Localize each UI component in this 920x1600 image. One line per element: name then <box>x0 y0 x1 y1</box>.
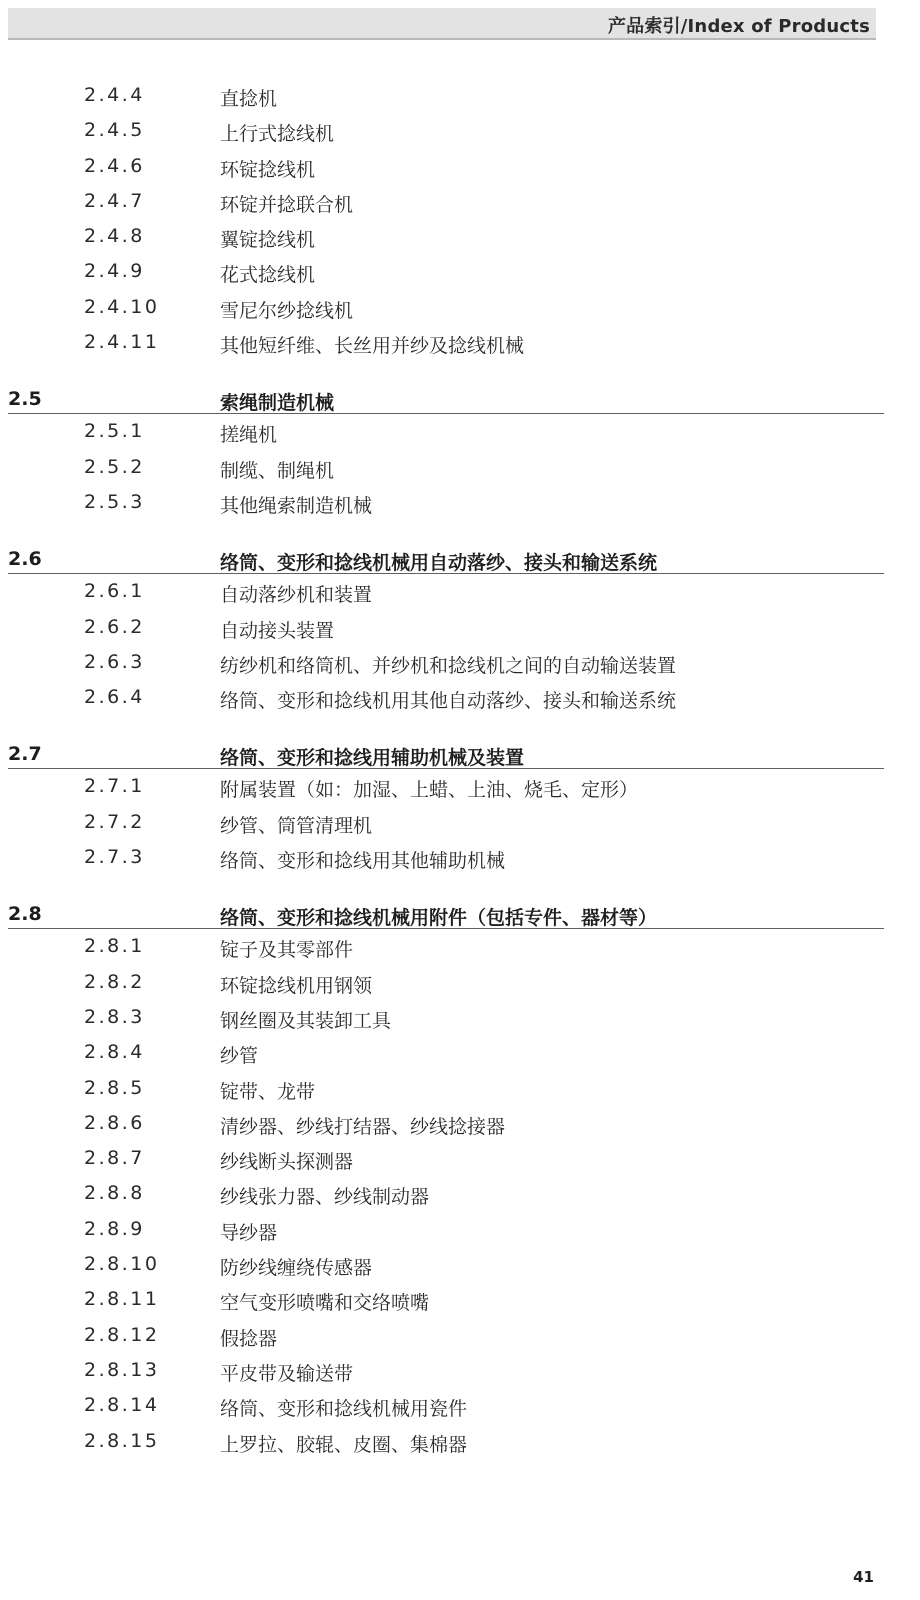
item-name: 上行式捻线机 <box>220 123 335 146</box>
item-number: 2.4.11 <box>84 331 160 354</box>
index-section <box>0 740 920 875</box>
index-item <box>0 610 920 645</box>
item-number: 2.6.3 <box>84 650 145 673</box>
item-number: 2.8.11 <box>84 1288 160 1311</box>
item-number: 2.4.4 <box>84 84 145 106</box>
item-name: 上罗拉、胶辊、皮圈、集棉器 <box>220 1433 468 1456</box>
item-name: 锭带、龙带 <box>220 1080 316 1103</box>
item-number: 2.8.1 <box>84 935 145 958</box>
item-number: 2.8.4 <box>84 1041 145 1064</box>
index-item <box>0 290 920 325</box>
item-number: 2.7.2 <box>84 810 145 833</box>
item-number: 2.6.1 <box>84 580 145 603</box>
index-item <box>0 1212 920 1247</box>
index-item <box>0 1035 920 1070</box>
item-name: 纱管 <box>220 1045 259 1068</box>
item-number: 2.4.5 <box>84 119 145 142</box>
item-number: 2.4.9 <box>84 260 145 283</box>
index-item <box>0 1000 920 1035</box>
index-item <box>0 1353 920 1388</box>
section-heading <box>8 900 884 929</box>
item-number: 2.8.6 <box>84 1111 145 1134</box>
index-item <box>0 645 920 680</box>
section-number: 2.6 <box>8 548 42 571</box>
section-title: 络筒、变形和捻线机械用自动落纱、接头和输送系统 <box>220 552 658 575</box>
section-number: 2.8 <box>8 903 42 926</box>
item-number: 2.8.12 <box>84 1323 160 1346</box>
item-number: 2.7.3 <box>84 846 145 869</box>
item-name: 纱线张力器、纱线制动器 <box>220 1186 430 1209</box>
item-number: 2.8.15 <box>84 1429 160 1452</box>
page-number: 41 <box>853 1568 874 1586</box>
index-item <box>0 574 920 609</box>
item-number: 2.6.2 <box>84 615 145 638</box>
item-name: 翼锭捻线机 <box>220 229 316 252</box>
item-number: 2.8.7 <box>84 1147 145 1170</box>
index-item <box>0 219 920 254</box>
index-item <box>0 1141 920 1176</box>
index-item <box>0 1071 920 1106</box>
item-number: 2.4.7 <box>84 189 145 212</box>
item-name: 花式捻线机 <box>220 264 316 287</box>
item-name: 直捻机 <box>220 88 278 110</box>
item-name: 搓绳机 <box>220 424 278 447</box>
item-name: 雪尼尔纱捻线机 <box>220 299 354 322</box>
item-name: 纱管、筒管清理机 <box>220 814 373 837</box>
index-item <box>0 184 920 219</box>
item-name: 环锭捻线机用钢领 <box>220 974 373 997</box>
index-item <box>0 149 920 184</box>
item-number: 2.8.8 <box>84 1182 145 1205</box>
index-item <box>0 805 920 840</box>
item-number: 2.8.5 <box>84 1076 145 1099</box>
item-name: 自动接头装置 <box>220 619 335 642</box>
section-title: 络筒、变形和捻线机械用附件（包括专件、器材等） <box>220 907 658 930</box>
index-item <box>0 414 920 449</box>
item-name: 平皮带及输送带 <box>220 1362 354 1385</box>
item-name: 络筒、变形和捻线用其他辅助机械 <box>220 850 506 873</box>
index-item <box>0 485 920 520</box>
item-number: 2.8.13 <box>84 1358 160 1381</box>
item-number: 2.8.2 <box>84 970 145 993</box>
item-name: 防纱线缠绕传感器 <box>220 1257 373 1280</box>
index-item <box>0 325 920 360</box>
header-title: 产品索引/Index of Products <box>607 16 870 37</box>
item-number: 2.5.1 <box>84 420 145 443</box>
item-name: 纺纱机和络筒机、并纱机和捻线机之间的自动输送装置 <box>220 654 677 677</box>
index-item <box>0 965 920 1000</box>
index-item <box>0 769 920 804</box>
item-name: 自动落纱机和装置 <box>220 584 373 607</box>
index-item <box>0 1176 920 1211</box>
section-title: 络筒、变形和捻线用辅助机械及装置 <box>220 747 525 770</box>
index-item <box>0 1282 920 1317</box>
index-item <box>0 1318 920 1353</box>
page-header <box>8 8 876 40</box>
index-section <box>0 900 920 1458</box>
index-item <box>0 450 920 485</box>
item-name: 纱线断头探测器 <box>220 1151 354 1174</box>
index-item <box>0 1106 920 1141</box>
index-content <box>0 78 920 1459</box>
index-item <box>0 113 920 148</box>
index-item <box>0 1388 920 1423</box>
item-name: 环锭捻线机 <box>220 158 316 181</box>
index-section <box>0 545 920 715</box>
item-name: 导纱器 <box>220 1221 278 1244</box>
item-number: 2.8.14 <box>84 1394 160 1417</box>
index-item <box>0 840 920 875</box>
item-name: 络筒、变形和捻线机用其他自动落纱、接头和输送系统 <box>220 690 677 713</box>
index-item <box>0 929 920 964</box>
item-name: 空气变形喷嘴和交络喷嘴 <box>220 1292 430 1315</box>
item-name: 清纱器、纱线打结器、纱线捻接器 <box>220 1115 506 1138</box>
index-item <box>0 680 920 715</box>
section-heading <box>8 385 884 414</box>
item-name: 钢丝圈及其装卸工具 <box>220 1009 392 1032</box>
index-item <box>0 254 920 289</box>
item-number: 2.4.6 <box>84 154 145 177</box>
item-name: 环锭并捻联合机 <box>220 193 354 216</box>
item-number: 2.6.4 <box>84 686 145 709</box>
item-name: 制缆、制绳机 <box>220 459 335 482</box>
item-number: 2.4.10 <box>84 295 160 318</box>
item-name: 附属装置（如：加湿、上蜡、上油、烧毛、定形） <box>220 779 639 802</box>
item-name: 假捻器 <box>220 1327 278 1350</box>
section-heading <box>8 740 884 769</box>
section-title: 索绳制造机械 <box>220 392 335 415</box>
item-number: 2.8.3 <box>84 1005 145 1028</box>
section-number: 2.5 <box>8 388 42 411</box>
item-number: 2.8.9 <box>84 1217 145 1240</box>
item-name: 络筒、变形和捻线机械用瓷件 <box>220 1398 468 1421</box>
item-number: 2.7.1 <box>84 775 145 798</box>
index-item <box>0 78 920 113</box>
intro-item-list <box>0 78 920 360</box>
section-number: 2.7 <box>8 743 42 766</box>
item-number: 2.8.10 <box>84 1253 160 1276</box>
index-item <box>0 1247 920 1282</box>
item-name: 其他短纤维、长丝用并纱及捻线机械 <box>220 335 525 358</box>
item-number: 2.5.2 <box>84 455 145 478</box>
index-item <box>0 1424 920 1459</box>
item-number: 2.4.8 <box>84 225 145 248</box>
item-name: 其他绳索制造机械 <box>220 494 373 517</box>
index-section <box>0 385 920 520</box>
item-name: 锭子及其零部件 <box>220 939 354 962</box>
section-heading <box>8 545 884 574</box>
item-number: 2.5.3 <box>84 490 145 513</box>
